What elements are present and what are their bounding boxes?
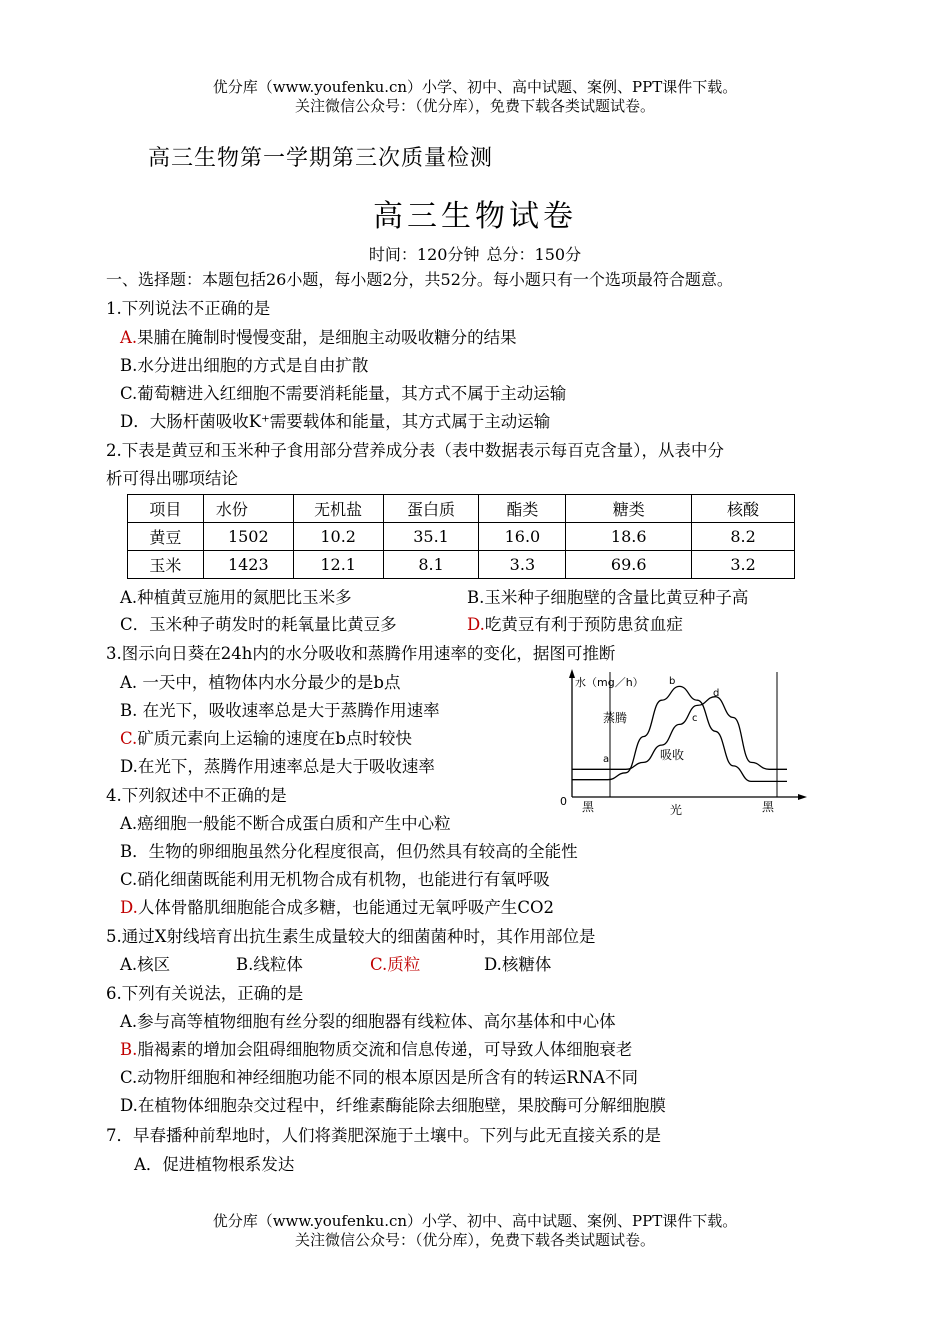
q5-option-b: B.线粒体 xyxy=(236,955,303,974)
nutrition-table xyxy=(127,494,795,579)
table-cell: 35.1 xyxy=(383,523,479,551)
table-header: 酯类 xyxy=(479,495,566,523)
q1-option-c: C.葡萄糖进入红细胞不需要消耗能量，其方式不属于主动运输 xyxy=(120,384,567,403)
chart-x-label-dark-right: 黑 xyxy=(762,800,775,814)
q1-answer-letter: A. xyxy=(120,328,138,347)
x-axis-arrow xyxy=(798,794,807,800)
q1-option-a-text: 果脯在腌制时慢慢变甜，是细胞主动吸收糖分的结果 xyxy=(137,328,517,347)
table-header: 核酸 xyxy=(692,495,795,523)
q3-option-a: A. 一天中，植物体内水分最少的是b点 xyxy=(120,673,401,692)
series-label-absorption: 吸收 xyxy=(660,748,685,762)
q2-option-b: B.玉米种子细胞壁的含量比黄豆种子高 xyxy=(467,588,749,607)
chart-origin: 0 xyxy=(560,795,567,808)
q4-stem: 4.下列叙述中不正确的是 xyxy=(106,786,287,805)
chart-x-label-dark-left: 黑 xyxy=(582,800,595,814)
table-cell: 玉米 xyxy=(128,551,204,579)
q6-option-b-text: 脂褐素的增加会阻碍细胞物质交流和信息传递，可导致人体细胞衰老 xyxy=(137,1040,633,1059)
point-label-c: c xyxy=(692,713,698,724)
q2-answer-letter: D. xyxy=(467,615,485,634)
footer-line-2: 关注微信公众号：（优分库），免费下载各类试题试卷。 xyxy=(294,1231,655,1249)
q6-stem: 6.下列有关说法，正确的是 xyxy=(106,984,304,1003)
point-label-b: b xyxy=(669,676,676,687)
q3-stem: 3.图示向日葵在24h内的水分吸收和蒸腾作用速率的变化，据图可推断 xyxy=(106,644,616,663)
q1-option-b: B.水分进出细胞的方式是自由扩散 xyxy=(120,356,369,375)
series-line-transpiration xyxy=(572,686,787,781)
table-cell: 1502 xyxy=(203,523,293,551)
q4-option-d-text: 人体骨骼肌细胞能合成多糖，也能通过无氧呼吸产生CO2 xyxy=(137,898,555,917)
q1-option-d: D．大肠杆菌吸收K⁺需要载体和能量，其方式属于主动运输 xyxy=(120,412,551,431)
q7-stem: 7．早春播种前犁地时，人们将粪肥深施于土壤中。下列与此无直接关系的是 xyxy=(106,1126,661,1145)
q6-option-d: D.在植物体细胞杂交过程中，纤维素酶能除去细胞壁，果胶酶可分解细胞膜 xyxy=(120,1096,666,1115)
q6-answer-letter: B. xyxy=(120,1040,138,1059)
exam-subtitle: 高三生物第一学期第三次质量检测 xyxy=(148,146,494,171)
table-cell: 8.1 xyxy=(383,551,479,579)
q3-option-c-text: 矿质元素向上运输的速度在b点时较快 xyxy=(137,729,412,748)
table-header: 项目 xyxy=(128,495,204,523)
q2-option-a: A.种植黄豆施用的氮肥比玉米多 xyxy=(120,588,352,607)
footer-line-1: 优分库（www.youfenku.cn）小学、初中、高中试题、案例、PPT课件下载。 xyxy=(212,1212,738,1230)
q2-option-c: C．玉米种子萌发时的耗氧量比黄豆多 xyxy=(120,615,397,634)
q3-answer-letter: C. xyxy=(120,729,138,748)
table-cell: 8.2 xyxy=(692,523,795,551)
q3-option-c xyxy=(120,728,412,750)
water-rate-chart xyxy=(555,664,815,820)
table-header: 水份 xyxy=(203,495,293,523)
exam-meta: 时间：120分钟 总分：150分 xyxy=(368,245,582,264)
table-header-row xyxy=(128,495,795,523)
table-cell: 3.3 xyxy=(479,551,566,579)
q3-option-d: D.在光下，蒸腾作用速率总是大于吸收速率 xyxy=(120,757,435,776)
table-cell: 1423 xyxy=(203,551,293,579)
q4-option-a: A.癌细胞一般能不断合成蛋白质和产生中心粒 xyxy=(120,814,451,833)
table-row xyxy=(128,551,795,579)
series-label-transpiration: 蒸腾 xyxy=(603,711,628,725)
table-cell: 10.2 xyxy=(293,523,383,551)
q2-stem-1: 2.下表是黄豆和玉米种子食用部分营养成分表（表中数据表示每百克含量），从表中分 xyxy=(106,441,724,460)
section-heading: 一、选择题：本题包括26小题，每小题2分，共52分。每小题只有一个选项最符合题意。 xyxy=(106,270,733,289)
chart-y-label: 水（mg／h） xyxy=(575,676,644,689)
q6-option-b xyxy=(120,1039,632,1061)
q4-option-b: B．生物的卵细胞虽然分化程度很高，但仍然具有较高的全能性 xyxy=(120,842,578,861)
q1-option-a xyxy=(120,327,517,349)
q6-option-a: A.参与高等植物细胞有丝分裂的细胞器有线粒体、高尔基体和中心体 xyxy=(120,1012,616,1031)
table-row xyxy=(128,523,795,551)
chart-x-label-light: 光 xyxy=(670,803,683,817)
table-header: 无机盐 xyxy=(293,495,383,523)
header-line-2: 关注微信公众号：（优分库），免费下载各类试题试卷。 xyxy=(294,97,655,115)
q5-stem: 5.通过X射线培育出抗生素生成量较大的细菌菌种时，其作用部位是 xyxy=(106,927,596,946)
table-cell: 18.6 xyxy=(566,523,692,551)
point-label-a: a xyxy=(603,754,610,765)
table-cell: 16.0 xyxy=(479,523,566,551)
table-cell: 黄豆 xyxy=(128,523,204,551)
q2-option-d-text: 吃黄豆有利于预防患贫血症 xyxy=(484,615,683,634)
q2-option-d xyxy=(467,614,683,636)
table-cell: 69.6 xyxy=(566,551,692,579)
q5-option-a: A.核区 xyxy=(120,955,171,974)
q2-stem-2: 析可得出哪项结论 xyxy=(106,469,238,488)
q6-option-c: C.动物肝细胞和神经细胞功能不同的根本原因是所含有的转运RNA不同 xyxy=(120,1068,639,1087)
q5-option-c: C.质粒 xyxy=(370,955,421,974)
q4-option-d xyxy=(120,897,554,919)
table-cell: 3.2 xyxy=(692,551,795,579)
header-line-1: 优分库（www.youfenku.cn）小学、初中、高中试题、案例、PPT课件下载。 xyxy=(212,78,738,96)
point-label-d: d xyxy=(713,688,720,699)
q4-option-c: C.硝化细菌既能利用无机物合成有机物，也能进行有氧呼吸 xyxy=(120,870,550,889)
q4-answer-letter: D. xyxy=(120,898,138,917)
q1-stem: 1.下列说法不正确的是 xyxy=(106,299,271,318)
table-header: 糖类 xyxy=(566,495,692,523)
table-header: 蛋白质 xyxy=(383,495,479,523)
q5-option-d: D.核糖体 xyxy=(484,955,552,974)
table-cell: 12.1 xyxy=(293,551,383,579)
q7-option-a: A．促进植物根系发达 xyxy=(134,1155,295,1174)
q3-option-b: B. 在光下，吸收速率总是大于蒸腾作用速率 xyxy=(120,701,440,720)
exam-title: 高三生物试卷 xyxy=(373,199,577,234)
